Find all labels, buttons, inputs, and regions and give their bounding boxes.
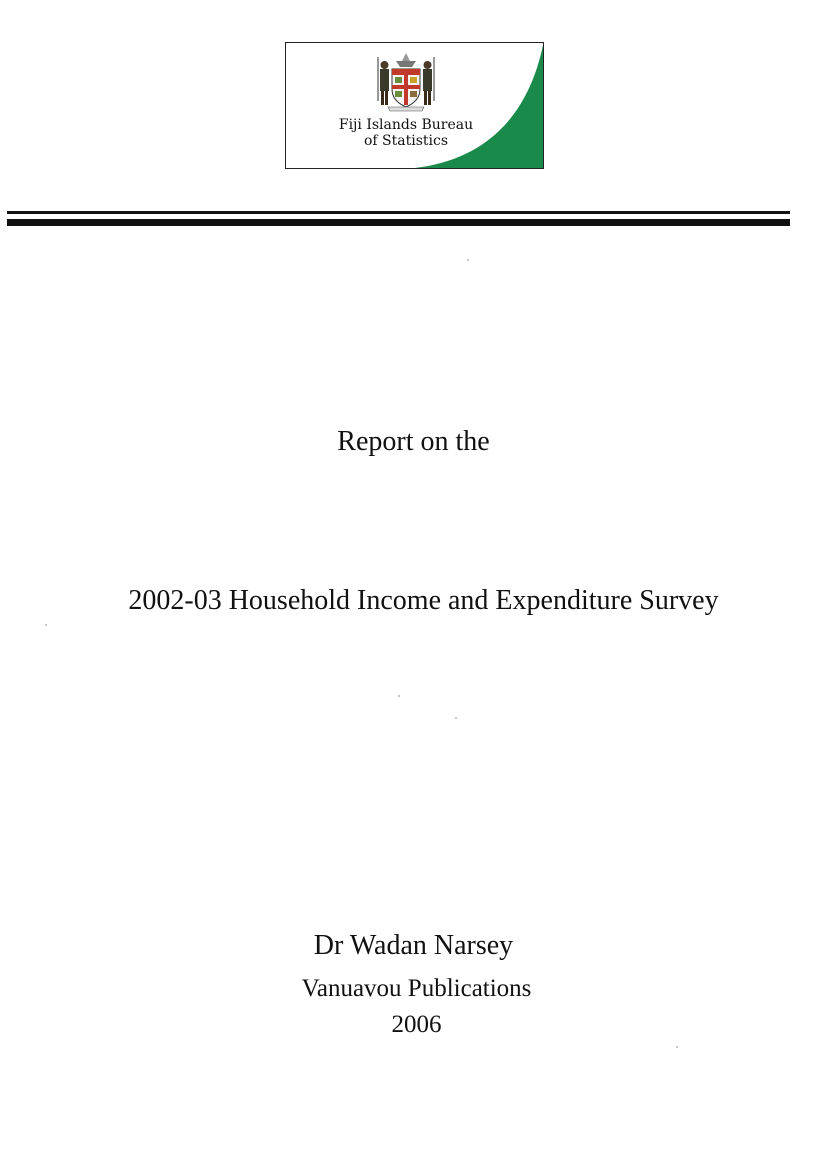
header-rule-thin [7, 211, 790, 214]
header-rule-thick [7, 219, 790, 226]
scan-speck [45, 624, 47, 626]
scan-speck [398, 695, 400, 697]
scan-speck [467, 259, 469, 261]
bureau-name [306, 117, 506, 149]
author-name: Dr Wadan Narsey [313, 930, 514, 961]
bureau-logo [285, 42, 544, 169]
bureau-name-line1: Fiji Islands Bureau [338, 117, 474, 133]
coat-of-arms-icon [374, 51, 438, 113]
bureau-name-line2: of Statistics [363, 133, 449, 149]
scan-speck [455, 717, 457, 719]
report-title: 2002-03 Household Income and Expenditure Survey [128, 585, 719, 616]
publication-year: 2006 [391, 1011, 442, 1038]
publisher-name: Vanuavou Publications [301, 975, 532, 1002]
scan-speck [676, 1046, 678, 1048]
report-intro: Report on the [337, 426, 490, 457]
